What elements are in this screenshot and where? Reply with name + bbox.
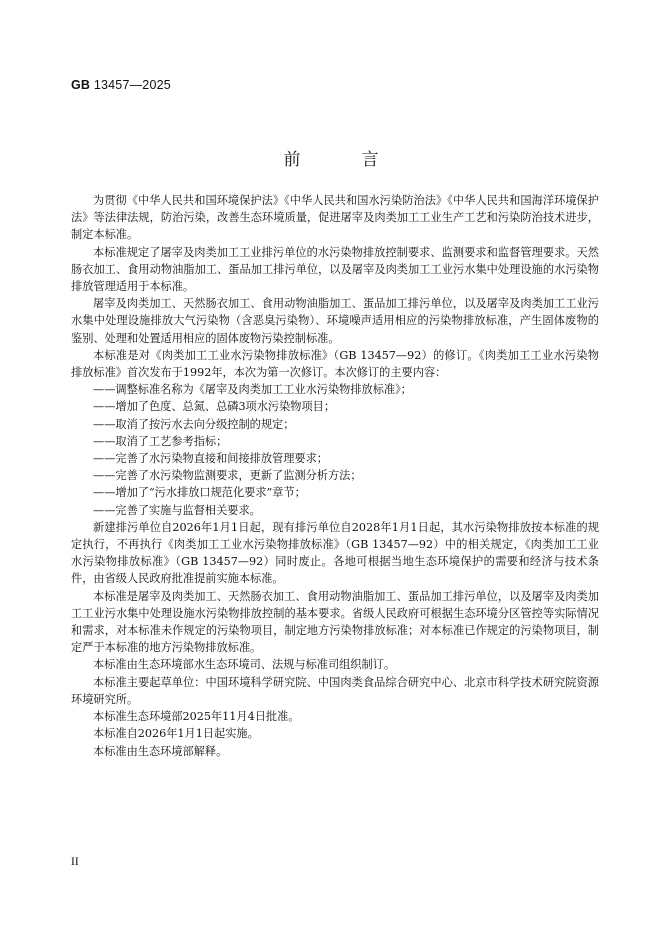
- revision-item: ——完善了水污染物直接和间接排放管理要求；: [93, 452, 328, 466]
- revision-item: ——取消了工艺参考指标；: [93, 434, 228, 448]
- foreword-body: [71, 192, 599, 760]
- revision-item: ——完善了实施与监督相关要求。: [93, 503, 261, 517]
- paragraph-organizer: 本标准由生态环境部水生态环境司、法规与标准司组织制订。: [93, 658, 396, 672]
- paragraph-basic-requirements: 本标准是屠宰及肉类加工、天然肠衣加工、食用动物油脂加工、蛋品加工排污单位，以及屠宰及肉类加工工业污水集中处理设施水污染物排放控制的基本要求。省级人民政府可根据生态环境分区管控等实际情况和需求，对本标准未作规定的污染物项目，制定地方污染物排放标准；对本标准已作规定的污染物项目，制定严于本标准的地方污染物排放标准。: [71, 589, 599, 655]
- revision-item: ——调整标准名称为《屠宰及肉类加工工业水污染物排放标准》；: [93, 383, 412, 397]
- paragraph-implementation: 本标准自2026年1月1日起实施。: [93, 727, 259, 741]
- revision-item: ——完善了水污染物监测要求，更新了监测分析方法；: [93, 469, 362, 483]
- paragraph-drafting-units: 本标准主要起草单位：中国环境科学研究院、中国肉类食品综合研究中心、北京市科学技术研究院资源环境研究所。: [71, 675, 599, 706]
- paragraph-effective-dates: 新建排污单位自2026年1月1日起，现有排污单位自2028年1月1日起，其水污染物排放按本标准的规定执行，不再执行《肉类加工工业水污染物排放标准》（GB 13457—92）中的相关规定，《肉类加工工业水污染物排放标准》（GB 13457—92）同时废止。各地可根据当地生态环境保护的需要和经济与技术条件，由省级人民政府批准提前实施本标准。: [71, 520, 599, 586]
- paragraph-approval: 本标准生态环境部2025年11月4日批准。: [93, 710, 300, 724]
- paragraph-purpose: 为贯彻《中华人民共和国环境保护法》《中华人民共和国水污染防治法》《中华人民共和国海洋环境保护法》等法律法规，防治污染，改善生态环境质量，促进屠宰及肉类加工工业生产工艺和污染防治技术进步，制定本标准。: [71, 194, 599, 242]
- standard-number: 13457—2025: [93, 78, 171, 92]
- page-number: II: [71, 856, 79, 868]
- paragraph-interpretation: 本标准由生态环境部解释。: [93, 744, 228, 758]
- standard-number-header: [71, 78, 171, 92]
- paragraph-exclusions: 屠宰及肉类加工、天然肠衣加工、食用动物油脂加工、蛋品加工排污单位，以及屠宰及肉类加工工业污水集中处理设施排放大气污染物（含恶臭污染物）、环境噪声适用相应的污染物排放标准，产生固体废物的鉴别、处理和处置适用相应的固体废物污染控制标准。: [71, 297, 599, 345]
- revision-item: ——增加了“污水排放口规范化要求”章节；: [93, 486, 306, 500]
- revision-item: ——增加了色度、总氮、总磷3项水污染物项目；: [93, 400, 336, 414]
- paragraph-scope: 本标准规定了屠宰及肉类加工工业排污单位的水污染物排放控制要求、监测要求和监督管理要求。天然肠衣加工、食用动物油脂加工、蛋品加工排污单位，以及屠宰及肉类加工工业污水集中处理设施的水污染物排放管理适用于本标准。: [71, 245, 599, 294]
- page-title: 前 言: [283, 150, 401, 170]
- paragraph-revision-intro: 本标准是对《肉类加工工业水污染物排放标准》（GB 13457—92）的修订。《肉类加工工业水污染物排放标准》首次发布于1992年，本次为第一次修订。本次修订的主要内容：: [71, 348, 599, 380]
- standard-prefix: GB: [71, 78, 91, 92]
- revision-item: ——取消了按污水去向分级控制的规定；: [93, 417, 295, 431]
